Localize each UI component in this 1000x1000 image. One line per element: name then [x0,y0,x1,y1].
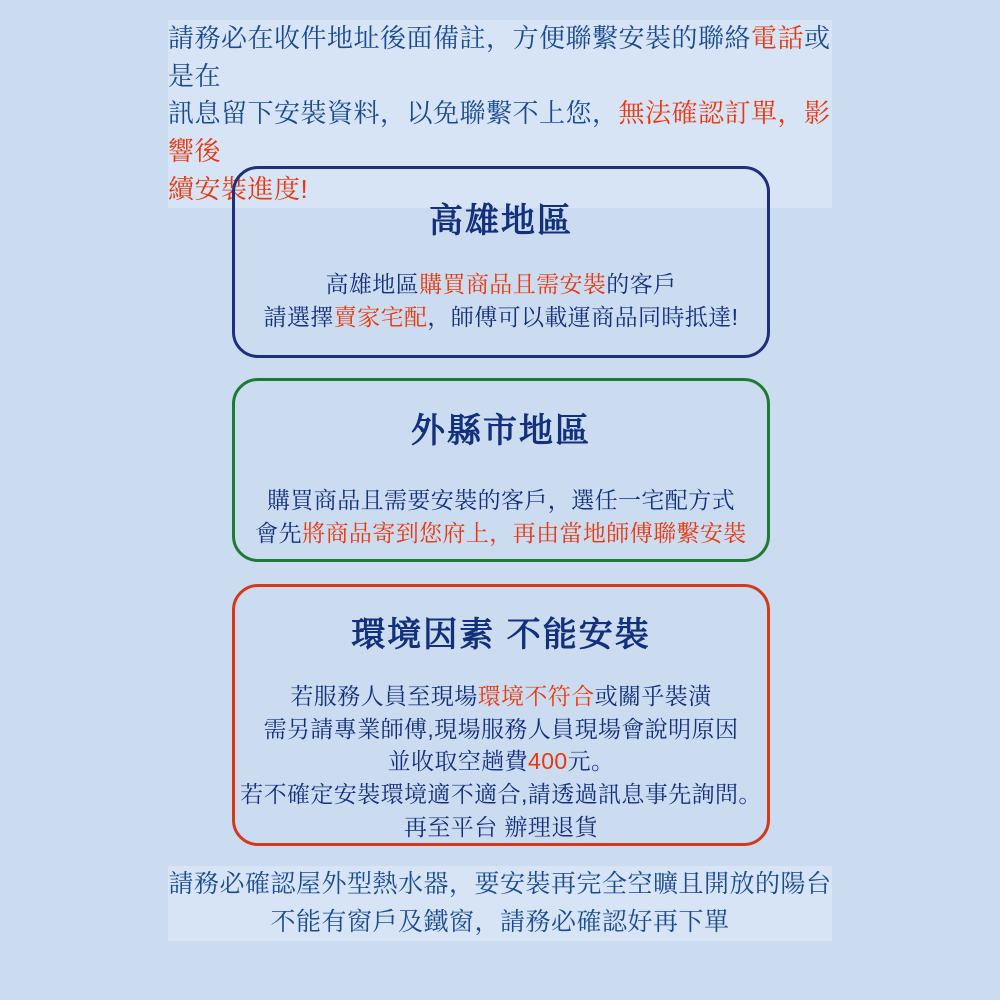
environment-line-3-tail: 元。 [567,748,615,775]
top-notice-line-2 [168,95,832,170]
kaohsiung-line-2-tail: ，師傅可以載運商品同時抵達! [427,303,739,330]
environment-body [235,680,767,843]
outer-county-line-2-highlight-2: 再由當地師傅聯繫安裝 [512,519,747,546]
outer-county-line-2 [235,517,767,550]
kaohsiung-body [235,268,767,333]
environment-title: 環境因素 不能安裝 [351,616,651,654]
kaohsiung-line-1-text: 高雄地區 [325,271,420,297]
top-notice-line-3-highlight: 續安裝進度! [168,173,309,204]
top-notice-line-1 [168,20,832,95]
environment-line-1-text: 若服務人員至現場 [290,683,478,709]
environment-line-3 [235,745,767,778]
environment-line-3-highlight: 400 [528,748,568,775]
bottom-notice [168,866,832,941]
kaohsiung-line-1 [235,268,767,301]
top-notice-line-2-text: 訊息留下安裝資料，以免聯繫不上您， [168,98,619,129]
environment-line-1-highlight: 環境不符合 [477,683,595,709]
top-notice-line-1-text: 請務必在收件地址後面備註，方便聯繫安裝的聯絡 [168,23,752,53]
kaohsiung-line-2-highlight: 賣家宅配 [333,303,428,330]
outer-county-line-2-comma: ， [489,519,513,546]
environment-line-1-tail: 或關乎裝潢 [594,683,712,709]
kaohsiung-line-1-highlight: 購買商品且需安裝 [419,271,607,297]
environment-line-5: 再至平台 辦理退貨 [404,813,598,840]
kaohsiung-title: 高雄地區 [429,202,573,240]
environment-line-1 [235,680,767,713]
environment-line-3-text: 並收取空趟費 [387,748,528,775]
kaohsiung-line-1-tail: 的客戶 [606,271,677,297]
outer-county-title: 外縣市地區 [411,412,591,450]
environment-section [232,584,770,846]
kaohsiung-section [232,166,770,358]
outer-county-line-2-text: 會先 [255,519,303,546]
environment-line-2: 需另請專業師傅,現場服務人員現場會說明原因 [263,715,739,742]
outer-county-line-1: 購買商品且需要安裝的客戶，選任一宅配方式 [267,487,735,513]
bottom-notice-line-1: 請務必確認屋外型熱水器，要安裝再完全空曠且開放的陽台 [168,870,832,898]
outer-county-line-2-highlight-1: 將商品寄到您府上 [302,519,490,546]
top-notice-line-1-highlight: 電話 [751,23,805,53]
bottom-notice-line-2: 不能有窗戶及鐵窗，請務必確認好再下單 [270,907,730,936]
top-notice-line-2-highlight: 無法確認訂單，影響後 [168,98,831,167]
outer-county-section [232,378,770,562]
outer-county-body [235,484,767,549]
top-notice-line-1-tail: 或是在 [168,23,831,91]
kaohsiung-line-2 [235,301,767,334]
kaohsiung-line-2-text: 請選擇 [263,303,334,330]
environment-line-4: 若不確定安裝環境適不適合,請透過訊息事先詢問。 [240,780,762,807]
